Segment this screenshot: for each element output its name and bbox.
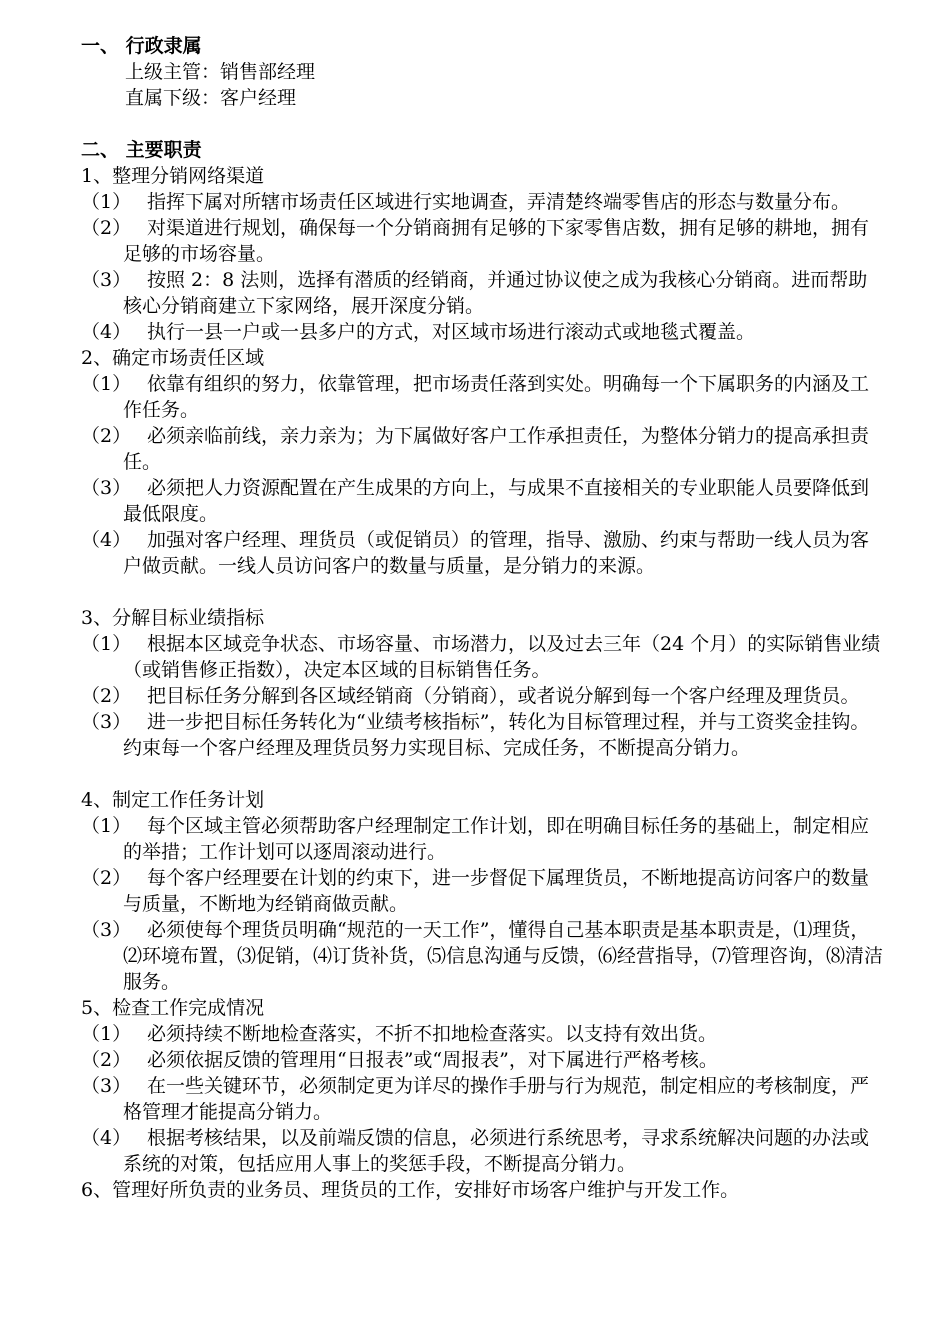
duty-item [81,215,883,267]
item-text: 把目标任务分解到各区域经销商（分销商），或者说分解到每一个客户经理及理货员。 [147,685,860,707]
duty-item [81,917,883,995]
duty-item [81,189,883,215]
item-text: 在一些关键环节，必须制定更为详尽的操作手册与行为规范，制定相应的考核制度，严格管理才能提高分销力。 [123,1075,870,1123]
item-text: 每个客户经理要在计划的约束下，进一步督促下属理货员，不断地提高访问客户的数量与质量，不断地为经销商做贡献。 [123,867,870,915]
group-heading: 3、分解目标业绩指标 [81,607,265,629]
item-number: （1） [81,1023,132,1045]
superior-line: 上级主管：销售部经理 [125,61,316,83]
duty-item [81,319,883,345]
item-number: （4） [81,321,132,343]
duty-item [81,813,883,865]
item-text: 执行一县一户或一县多户的方式，对区域市场进行滚动式或地毯式覆盖。 [147,321,756,343]
item-text: 加强对客户经理、理货员（或促销员）的管理，指导、激励、约束与帮助一线人员为客户做贡献。一线人员访问客户的数量与质量，是分销力的来源。 [123,529,870,577]
item-text: 按照 2：8 法则，选择有潜质的经销商，并通过协议使之成为我核心分销商。进而帮助核心分销商建立下家网络，展开深度分销。 [123,269,868,317]
duty-item [81,527,883,579]
item-number: （2） [81,217,132,239]
item-text: 指挥下属对所辖市场责任区域进行实地调查，弄清楚终端零售店的形态与数量分布。 [147,191,851,213]
item-number: （2） [81,1049,132,1071]
subordinate-line: 直属下级：客户经理 [125,87,297,109]
item-number: （2） [81,867,132,889]
duty-item [81,1021,883,1047]
duty-item [81,267,883,319]
item-text: 必须亲临前线，亲力亲为；为下属做好客户工作承担责任，为整体分销力的提高承担责任。 [123,425,870,473]
item-number: （1） [81,815,132,837]
item-text: 每个区域主管必须帮助客户经理制定工作计划，即在明确目标任务的基础上，制定相应的举措；工作计划可以逐周滚动进行。 [123,815,870,863]
duty-item [81,1047,883,1073]
group-heading: 2、确定市场责任区域 [81,347,265,369]
duty-item [81,371,883,423]
item-number: （1） [81,373,132,395]
item-number: （4） [81,1127,132,1149]
section1-title-text: 一、 行政隶属 [81,35,202,57]
item-text: 对渠道进行规划，确保每一个分销商拥有足够的下家零售店数，拥有足够的耕地，拥有足够的市场容量。 [123,217,870,265]
duty-item [81,709,883,761]
item-number: （3） [81,711,132,733]
item-text: 依靠有组织的努力，依靠管理，把市场责任落到实处。明确每一个下属职务的内涵及工作任务。 [123,373,870,421]
item-number: （3） [81,269,132,291]
duty-item [81,1073,883,1125]
spacer [81,579,881,605]
item-number: （1） [81,191,132,213]
item-number: （3） [81,1075,132,1097]
item-number: （4） [81,529,132,551]
item-number: （3） [81,919,132,941]
section2-title: 二、 主要职责 [81,139,202,161]
spacer [81,761,881,787]
duty-item [81,1125,883,1177]
final-duty-line: 6、管理好所负责的业务员、理货员的工作，安排好市场客户维护与开发工作。 [81,1179,740,1201]
item-text: 必须依据反馈的管理用“日报表”或“周报表”，对下属进行严格考核。 [147,1049,718,1071]
duty-item [81,683,883,709]
item-text: 必须使每个理货员明确“规范的一天工作”，懂得自己基本职责是基本职责是，⑴理货，⑵环境布置，⑶促销，⑷订货补货，⑸信息沟通与反馈，⑹经营指导，⑺管理咨询，⑻清洁服务。 [123,919,884,993]
duty-item [81,475,883,527]
item-text: 根据考核结果，以及前端反馈的信息，必须进行系统思考，寻求系统解决问题的办法或系统的对策，包括应用人事上的奖惩手段，不断提高分销力。 [123,1127,870,1175]
group-heading: 1、整理分销网络渠道 [81,165,265,187]
item-text: 必须持续不断地检查落实，不折不扣地检查落实。以支持有效出货。 [147,1023,718,1045]
group-heading: 5、检查工作完成情况 [81,997,265,1019]
group-heading: 4、制定工作任务计划 [81,789,265,811]
item-text: 进一步把目标任务转化为“业绩考核指标”，转化为目标管理过程，并与工资奖金挂钩。约束每一个客户经理及理货员努力实现目标、完成任务，不断提高分销力。 [123,711,870,759]
spacer [81,111,881,137]
item-number: （2） [81,425,132,447]
section1-title [81,33,881,59]
duty-item [81,631,883,683]
duty-item [81,865,883,917]
duty-item [81,423,883,475]
document-page [81,33,884,1203]
item-text: 根据本区域竞争状态、市场容量、市场潜力，以及过去三年（24 个月）的实际销售业绩（或销售修正指数），决定本区域的目标销售任务。 [123,633,881,681]
item-number: （2） [81,685,132,707]
item-number: （1） [81,633,132,655]
item-text: 必须把人力资源配置在产生成果的方向上，与成果不直接相关的专业职能人员要降低到最低限度。 [123,477,870,525]
item-number: （3） [81,477,132,499]
